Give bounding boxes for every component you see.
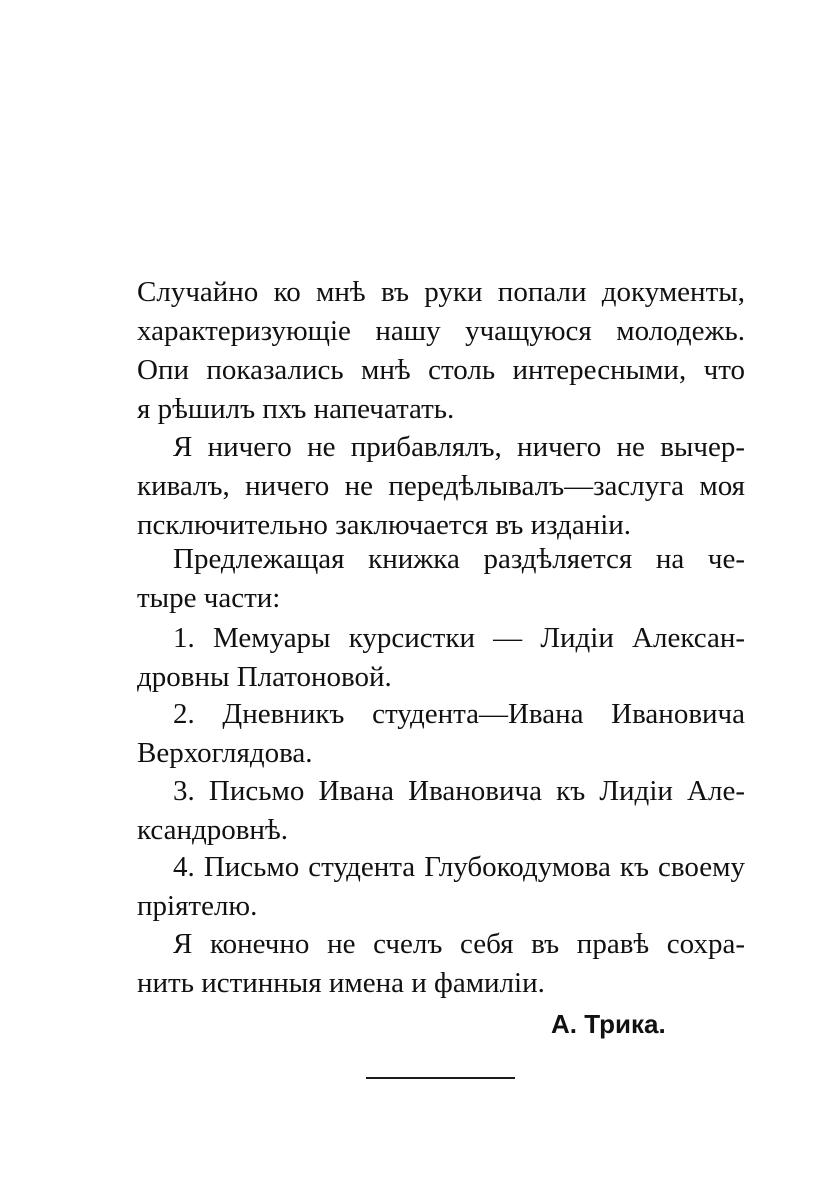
text-line: 4. Письмо студента Глубокодумова къ своему (173, 851, 745, 883)
text-line: Предлежащая книжка раздѣляется на че- (173, 543, 745, 575)
text-line: кивалъ, ничего не передѣлывалъ—заслуга моя (137, 470, 745, 502)
text-line: псключительно заключается въ изданіи. (137, 509, 632, 541)
author-signature: А. Трика. (551, 1009, 666, 1039)
text-line: характеризующіе нашу учащуюся молодежь. (137, 315, 745, 347)
text-line: 1. Мемуары курсистки — Лидіи Алексан- (173, 622, 745, 654)
text-line: 2. Дневникъ студента—Ивана Ивановича (173, 698, 745, 730)
text-line: Я конечно не счелъ себя въ правѣ сохра- (173, 928, 745, 960)
text-line: 3. Письмо Ивана Ивановича къ Лидіи Але- (173, 775, 745, 807)
section-divider (366, 1077, 515, 1079)
text-line: Опи показались мнѣ столь интересными, что (137, 354, 745, 386)
text-line: Верхоглядова. (137, 737, 313, 769)
text-line: пріятелю. (137, 890, 258, 922)
text-line: тыре части: (137, 582, 281, 614)
text-line: я рѣшилъ пхъ напечатать. (137, 393, 455, 425)
text-line: Я ничего не прибавлялъ, ничего не вычер- (173, 431, 745, 463)
text-line: нить истинныя имена и фамиліи. (137, 967, 545, 999)
text-line: Случайно ко мнѣ въ руки попали документы, (137, 276, 745, 308)
text-line: ксандровнѣ. (137, 814, 288, 846)
text-line: дровны Платоновой. (137, 661, 392, 693)
